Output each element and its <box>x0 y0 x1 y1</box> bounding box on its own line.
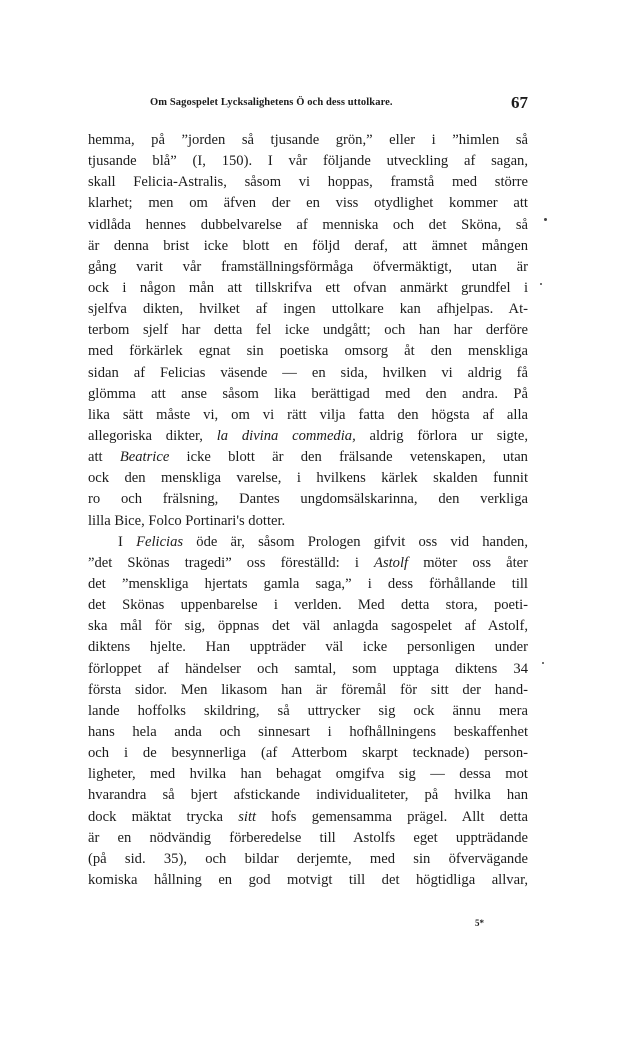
text-run: möter oss åter <box>408 554 528 571</box>
text-line <box>88 870 528 891</box>
text-line <box>88 680 528 701</box>
text-line <box>88 384 528 405</box>
text-run: sidan af Felicias väsende — en sida, hvilken vi aldrig få <box>88 364 528 381</box>
text-line <box>88 257 528 278</box>
text-line <box>88 193 528 214</box>
text-line <box>88 278 528 299</box>
text-line <box>88 236 528 257</box>
italic-text: la divina commedia, <box>216 427 356 444</box>
running-head: Om Sagospelet Lycksalighetens Ö och dess uttolkare. <box>150 97 393 108</box>
text-line <box>88 785 528 806</box>
text-line <box>88 532 528 553</box>
italic-text: Felicias <box>136 533 184 550</box>
text-line <box>88 595 528 616</box>
text-line <box>88 659 528 680</box>
text-run: lilla Bice, Folco Portinari's dotter. <box>88 512 286 529</box>
text-run: ock i någon mån att tillskrifva ett ofvan anmärkt grundfel i <box>88 279 528 296</box>
text-run: I <box>118 533 137 550</box>
text-run: klarhet; men om äfven der en viss otydlighet kommer att <box>88 195 528 212</box>
italic-text: Beatrice <box>119 449 170 466</box>
text-run: hvarandra så bjert afstickande individualiteter, på hvilka han <box>88 787 528 804</box>
text-line <box>88 151 528 172</box>
text-run: aldrig förlora ur sigte, <box>355 427 528 444</box>
text-run: ”det Skönas tragedi” oss föreställd: i <box>88 554 375 571</box>
text-line <box>88 722 528 743</box>
page-number: 67 <box>511 93 528 112</box>
text-line <box>88 637 528 658</box>
italic-text: Astolf <box>374 554 409 571</box>
margin-speck <box>544 218 547 221</box>
text-line <box>88 743 528 764</box>
text-run: lande hoffolks skildring, så uttrycker sig ock ännu mera <box>88 702 528 719</box>
text-run: ligheter, med hvilka han behagat omgifva sig — dessa mot <box>88 766 528 783</box>
text-line <box>88 849 528 870</box>
text-line <box>88 807 528 828</box>
text-line <box>88 468 528 489</box>
text-run: diktens hjelte. Han uppträder väl icke personligen under <box>88 639 528 656</box>
text-run: att <box>88 449 120 466</box>
text-run: lika sätt måste vi, om vi rätt vilja fatta den högsta af alla <box>88 406 528 423</box>
margin-speck <box>540 283 542 285</box>
text-run: hans hela anda och sinnesart i hofhållningens beskaffenhet <box>88 723 528 740</box>
text-run: hofs gemensamma prägel. Allt detta <box>256 808 528 825</box>
text-run: glömma att anse såsom lika berättigad med den andra. På <box>88 385 528 402</box>
text-run: första sidor. Men likasom han är föremål för sitt der hand- <box>88 681 528 698</box>
text-line <box>88 511 528 532</box>
text-run: tjusande blå” (I, 150). I vår följande utveckling af sagan, <box>88 153 528 170</box>
text-run: dock mäktat trycka <box>88 808 239 825</box>
text-line <box>88 405 528 426</box>
text-run: (på sid. 35), och bildar derjemte, med sin öfvervägande <box>88 850 528 867</box>
page-header <box>90 93 528 113</box>
text-line <box>88 701 528 722</box>
text-run: är en nödvändig förberedelse till Astolfs eget uppträdande <box>88 829 528 846</box>
text-run: ock den menskliga varelse, i hvilkens kärlek skalden funnit <box>88 470 528 487</box>
italic-text: sitt <box>238 808 257 825</box>
text-run: gång varit vår framställningsförmåga öfvermäktigt, utan är <box>88 258 528 275</box>
text-run: är denna brist icke blott en följd deraf, att ämnet mången <box>88 237 528 254</box>
text-run: med förkärlek egnat sin poetiska omsorg åt den menskliga <box>88 343 528 360</box>
signature-mark: 5* <box>475 918 484 928</box>
text-line <box>88 616 528 637</box>
text-run: öde är, såsom Prologen gifvit oss vid handen, <box>183 533 528 550</box>
text-line <box>88 172 528 193</box>
text-run: komiska hållning en god motvigt till det högtidliga allvar, <box>88 871 528 888</box>
text-run: förloppet af händelser och samtal, som upptaga diktens 34 <box>88 660 528 677</box>
text-line <box>88 553 528 574</box>
text-line <box>88 130 528 151</box>
text-line <box>88 215 528 236</box>
text-line <box>88 320 528 341</box>
text-run: och i de besynnerliga (af Atterbom skarpt tecknade) person- <box>88 745 528 762</box>
text-run: icke blott är den frälsande vetenskapen, utan <box>169 449 528 466</box>
text-run: det ”menskliga hjertats gamla saga,” i dess förhållande till <box>88 575 528 592</box>
text-run: ska mål för sig, öppnas det väl anlagda sagospelet af Astolf, <box>88 618 528 635</box>
text-line <box>88 447 528 468</box>
text-line <box>88 363 528 384</box>
text-line <box>88 299 528 320</box>
text-run: skall Felicia-Astralis, såsom vi hoppas, framstå med större <box>88 174 528 191</box>
text-line <box>88 574 528 595</box>
text-line <box>88 341 528 362</box>
text-run: sjelfva dikten, hvilket af ingen uttolkare kan afhjelpas. At- <box>88 301 528 318</box>
text-line <box>88 489 528 510</box>
text-run: vidlåda hennes dubbelvarelse af menniska och det Sköna, så <box>88 216 528 233</box>
text-line <box>88 764 528 785</box>
text-run: hemma, på ”jorden så tjusande grön,” eller i ”himlen så <box>88 132 528 148</box>
text-line <box>88 828 528 849</box>
text-run: allegoriska dikter, <box>88 427 217 444</box>
margin-speck <box>542 662 544 664</box>
text-line <box>88 426 528 447</box>
text-run: terbom sjelf har detta fel icke undgått; och han har derföre <box>88 322 528 339</box>
text-run: det Skönas uppenbarelse i verlden. Med detta stora, poeti- <box>88 597 528 614</box>
body-text <box>88 130 528 891</box>
text-run: ro och frälsning, Dantes ungdomsälskarinna, den verkliga <box>88 491 528 508</box>
